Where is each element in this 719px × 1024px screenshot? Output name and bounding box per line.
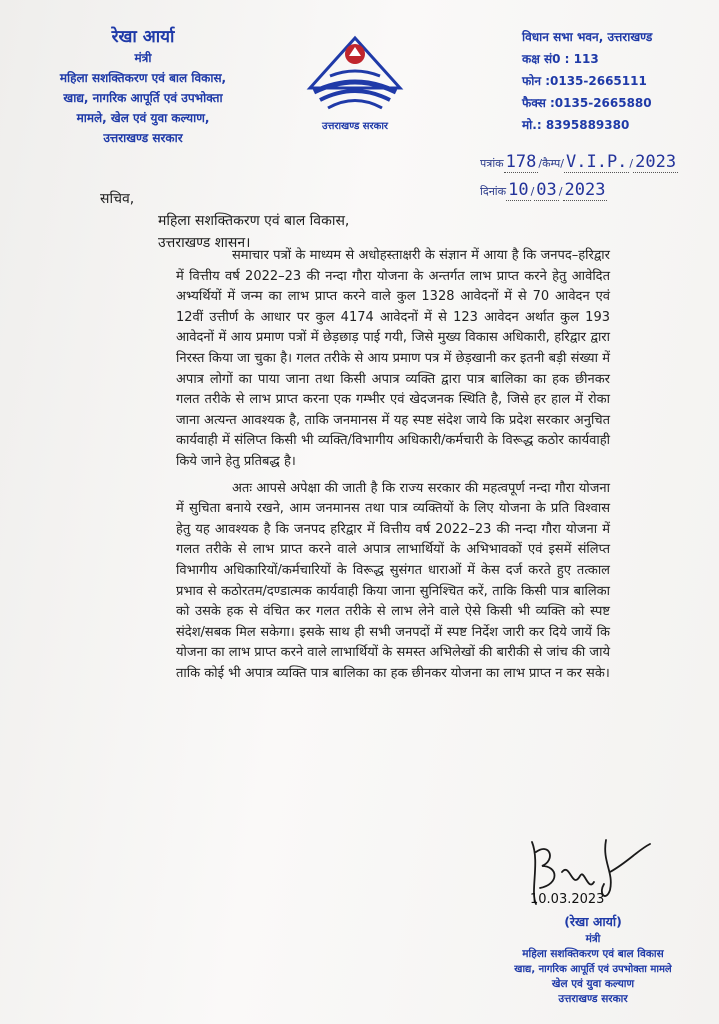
signatory-name: (रेखा आर्या) xyxy=(564,914,622,929)
signatory-govt: उत्तराखण्ड सरकार xyxy=(558,993,628,1005)
phone-number: फोन :0135-2665111 xyxy=(522,74,647,88)
room-number: कक्ष सं0 : 113 xyxy=(522,52,599,66)
signatory-designation: मंत्री xyxy=(585,933,601,945)
reference-year: 2023 xyxy=(635,152,677,172)
patrank-value: 178 xyxy=(505,152,537,172)
date-row: दिनांक 10 / 03 / 2023 xyxy=(480,180,606,200)
reference-number-row: पत्रांक 178 /कैम्प/ V.I.P. / 2023 xyxy=(480,152,677,172)
signature-block xyxy=(478,912,708,1007)
camp-value: V.I.P. xyxy=(566,152,628,172)
reference-block xyxy=(480,148,710,204)
sender-header xyxy=(28,26,258,148)
addressee-line-1: सचिव, xyxy=(100,191,135,207)
letter-body xyxy=(176,246,610,684)
sender-name: रेखा आर्या xyxy=(111,27,175,47)
patrank-label: पत्रांक xyxy=(480,157,504,170)
addressee-line-2: महिला सशक्तिकरण एवं बाल विकास, xyxy=(158,213,350,229)
date-label: दिनांक xyxy=(480,185,507,198)
signatory-dept-line-2: खाद्य, नागरिक आपूर्ति एवं उपभोक्ता मामले xyxy=(514,964,672,975)
addressee-line-3: उत्तराखण्ड शासन। xyxy=(158,235,251,251)
date-month: 03 xyxy=(536,180,557,200)
sender-dept-line-3: मामले, खेल एवं युवा कल्याण, xyxy=(76,111,210,125)
sender-dept-line-1: महिला सशक्तिकरण एवं बाल विकास, xyxy=(59,71,227,85)
sender-dept-line-2: खाद्य, नागरिक आपूर्ति एवं उपभोक्ता xyxy=(63,91,223,105)
signature-date: 10.03.2023 xyxy=(530,892,605,907)
signatory-dept-line-3: खेल एवं युवा कल्याण xyxy=(551,978,635,990)
fax-number: फैक्स :0135-2665880 xyxy=(522,96,652,110)
office-address: विधान सभा भवन, उत्तराखण्ड xyxy=(522,30,653,44)
date-day: 10 xyxy=(508,180,529,200)
uttarakhand-emblem-icon xyxy=(300,30,410,118)
body-paragraph-1: समाचार पत्रों के माध्यम से अधोहस्ताक्षरी के संज्ञान में आया है कि जनपद–हरिद्वार में वित्तीय वर्ष 2022–23 की नन्दा गौरा योजना के अन्तर्गत लाभ प्राप्त करने हेतु आवेदित अभ्यर्थियों में जन्म का लाभ प्राप्त करने वाले कुल 1328 आवेदनों में से 70 आवेदन एवं 12वीं उत्तीर्ण के आधार पर कुल 4174 आवेदनों में से 123 आवेदन अर्थात कुल 193 आवेदनों में आय प्रमाण पत्रों में छेड़छाड़ पाई गयी, जिसे मुख्य विकास अधिकारी, हरिद्वार द्वारा निरस्त किया जा चुका है। गलत तरीके से आय प्रमाण पत्र में छेड़खानी कर इतनी बड़ी संख्या में अपात्र लोगों का पाया जाना तथा किसी अपात्र व्यक्ति द्वारा पात्र बालिका का हक छीनकर गलत तरीके से लाभ प्राप्त करना एक गम्भीर एवं खेदजनक स्थिति है, जिसे हर हाल में रोका जाना अत्यन्त आवश्यक है, ताकि जनमानस में यह स्पष्ट संदेश जाये कि प्रदेश सरकार अनुचित कार्यवाही में संलिप्त किसी भी व्यक्ति/विभागीय अधिकारी/कर्मचारी के विरूद्ध कठोर कार्यवाही किये जाने हेतु प्रतिबद्ध है। xyxy=(176,248,610,469)
logo-caption: उत्तराखण्ड सरकार xyxy=(321,121,389,132)
body-paragraph-2: अतः आपसे अपेक्षा की जाती है कि राज्य सरकार की महत्वपूर्ण नन्दा गौरा योजना में सुचिता बनाये रखने, आम जनमानस तथा पात्र व्यक्तियों के लिए योजना के प्रति विश्वास हेतु यह आवश्यक है कि जनपद हरिद्वार में वित्तीय वर्ष 2022–23 की नन्दा गौरा योजना में गलत तरीके से लाभ प्राप्त करने वाले अपात्र लाभार्थियों के अभिभावकों एवं इसमें संलिप्त विभागीय अधिकारियों/कर्मचारियों के विरूद्ध सुसंगत धाराओं में केस दर्ज करते हुए तत्काल प्रभाव से कठोरतम/दण्डात्मक कार्यवाही किया जाना सुनिश्चित करें, ताकि किसी पात्र बालिका को उसके हक से वंचित कर गलत तरीके से लाभ लेने वाले ऐसे किसी भी व्यक्ति को स्पष्ट संदेश/सबक मिल सकेगा। इसके साथ ही सभी जनपदों में स्पष्ट निर्देश जारी कर दिये जायें कि योजना का लाभ प्राप्त करने वाले लाभार्थियों के समस्त अभिलेखों की बारीकी से जांच की जाये ताकि कोई भी अपात्र व्यक्ति पात्र बालिका का हक छीनकर योजना का लाभ प्राप्त न कर सके। xyxy=(176,480,610,681)
contact-header xyxy=(522,26,712,136)
camp-label: कैम्प xyxy=(542,157,561,170)
sender-govt: उत्तराखण्ड सरकार xyxy=(103,131,183,145)
addressee xyxy=(100,188,500,254)
sender-designation: मंत्री xyxy=(134,51,152,65)
mobile-number: मो.: 8395889380 xyxy=(522,118,630,132)
date-year: 2023 xyxy=(564,180,606,200)
signatory-dept-line-1: महिला सशक्तिकरण एवं बाल विकास xyxy=(522,948,664,960)
govt-logo xyxy=(300,30,410,135)
